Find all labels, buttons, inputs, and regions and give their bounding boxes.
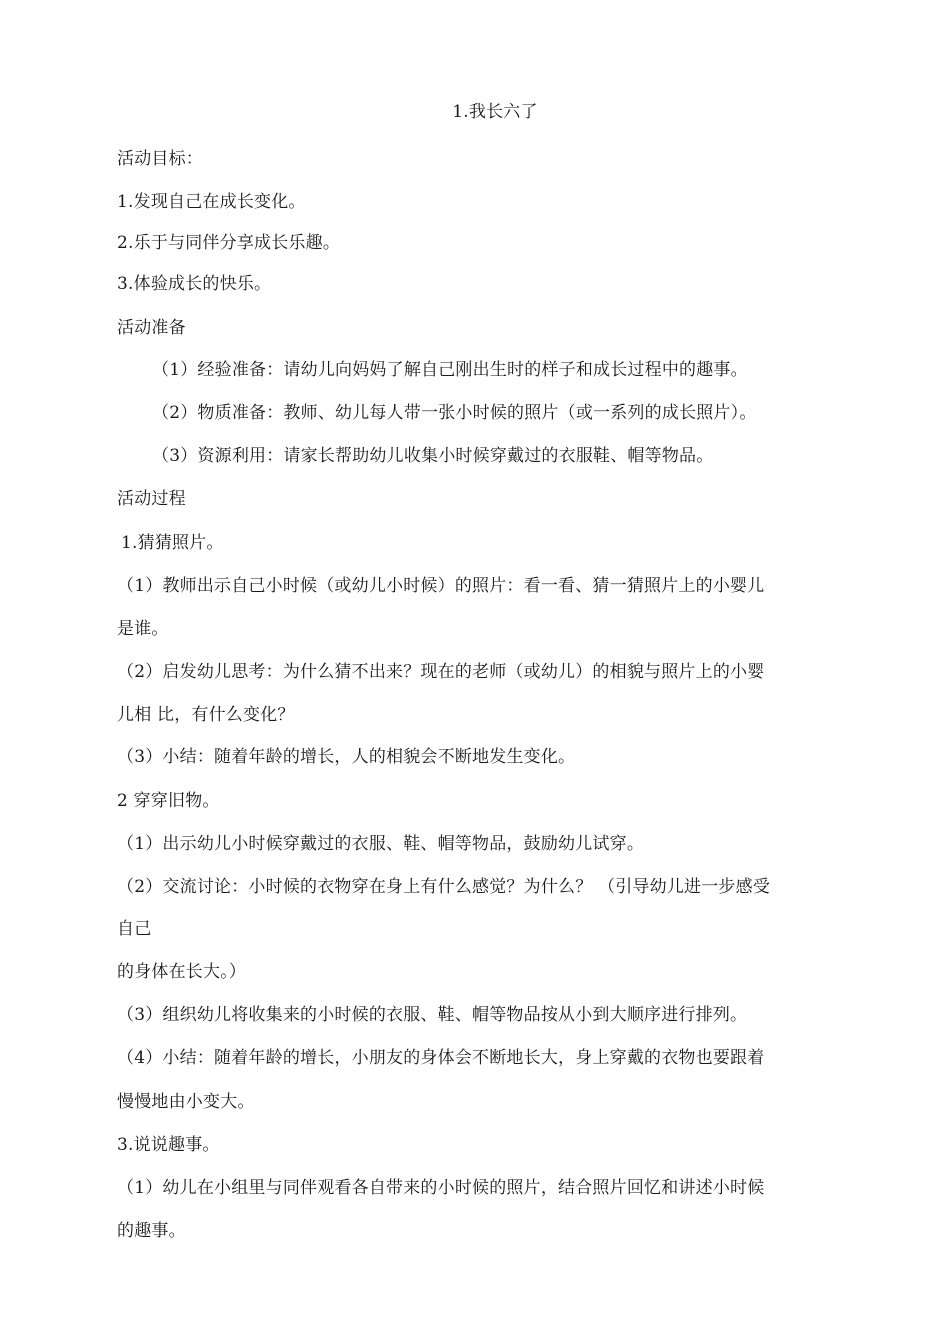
step2-heading: 2 穿穿旧物。: [117, 791, 220, 811]
step2-line: （2）交流讨论：小时候的衣物穿在身上有什么感觉？为什么？ （引导幼儿进一步感受: [117, 877, 771, 897]
goal-item: 2.乐于与同伴分享成长乐趣。: [117, 233, 341, 253]
step3-line: （1）幼儿在小组里与同伴观看各自带来的小时候的照片，结合照片回忆和讲述小时候: [117, 1178, 765, 1198]
document-title: 1.我长六了: [452, 102, 538, 122]
step2-line: （4）小结：随着年龄的增长，小朋友的身体会不断地长大，身上穿戴的衣物也要跟着: [117, 1048, 765, 1068]
step1-line: 是谁。: [117, 619, 169, 639]
step1-line: （1）教师出示自己小时候（或幼儿小时候）的照片：看一看、猜一猜照片上的小婴儿: [117, 576, 765, 596]
goal-item: 1.发现自己在成长变化。: [117, 192, 306, 212]
goals-heading: 活动目标：: [117, 149, 203, 169]
goal-item: 3.体验成长的快乐。: [117, 274, 272, 294]
step1-line: （3）小结：随着年龄的增长，人的相貌会不断地发生变化。: [117, 747, 576, 767]
step3-line: 的趣事。: [117, 1221, 186, 1241]
step1-line: 儿相 比，有什么变化？: [117, 705, 295, 725]
process-heading: 活动过程: [117, 489, 186, 509]
prep-item: （3）资源利用：请家长帮助幼儿收集小时候穿戴过的衣服鞋、帽等物品。: [152, 446, 714, 466]
step2-line: （3）组织幼儿将收集来的小时候的衣服、鞋、帽等物品按从小到大顺序进行排列。: [117, 1005, 748, 1025]
step1-heading: 1.猜猜照片。: [121, 533, 224, 553]
prep-item: （1）经验准备：请幼儿向妈妈了解自己刚出生时的样子和成长过程中的趣事。: [152, 360, 748, 380]
step2-line: 自己: [117, 919, 152, 939]
step2-line: 慢慢地由小变大。: [117, 1092, 255, 1112]
step1-line: （2）启发幼儿思考：为什么猜不出来？现在的老师（或幼儿）的相貌与照片上的小婴: [117, 662, 765, 682]
prep-heading: 活动准备: [117, 318, 186, 338]
prep-item: （2）物质准备：教师、幼儿每人带一张小时候的照片（或一系列的成长照片）。: [152, 403, 757, 423]
step2-line: 的身体在长大。）: [117, 962, 247, 982]
step3-heading: 3.说说趣事。: [117, 1135, 220, 1155]
step2-line: （1）出示幼儿小时候穿戴过的衣服、鞋、帽等物品，鼓励幼儿试穿。: [117, 834, 645, 854]
